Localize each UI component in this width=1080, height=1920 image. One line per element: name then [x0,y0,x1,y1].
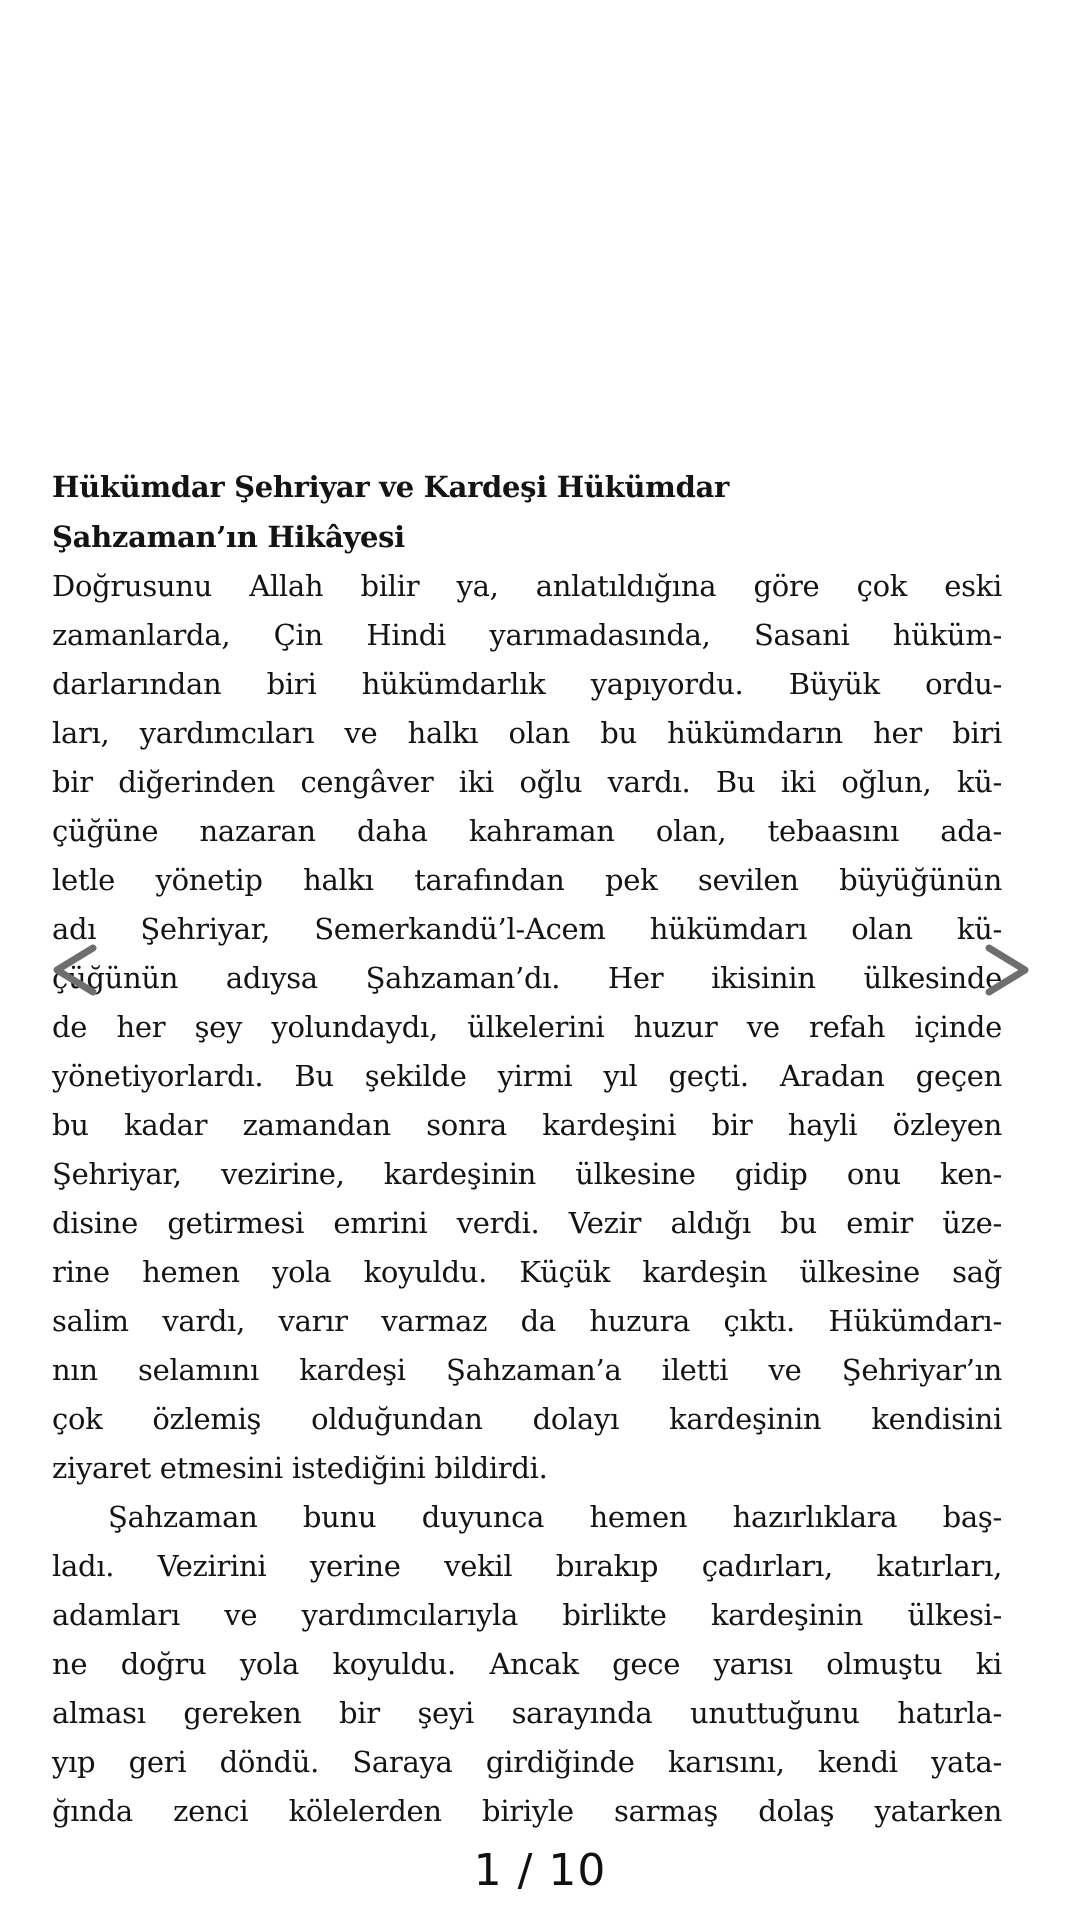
text-line: çüğüne nazaran daha kahraman olan, tebaasını ada- [52,814,1002,848]
book-page [52,462,1002,1828]
text-line: Şehriyar, vezirine, kardeşinin ülkesine gidip onu ken- [52,1157,1002,1191]
text-line: salim vardı, varır varmaz da huzura çıktı. Hükümdarı- [52,1304,1002,1338]
text-line: ladı. Vezirini yerine vekil bırakıp çadırları, katırları, [52,1549,1002,1583]
text-line: Şahzaman bunu duyunca hemen hazırlıklara baş- [108,1500,1002,1534]
previous-page-button[interactable] [46,935,102,1005]
text-line: disine getirmesi emrini verdi. Vezir aldığı bu emir üze- [52,1206,1002,1240]
text-line: yıp geri döndü. Saraya girdiğinde karısını, kendi yata- [52,1745,1002,1779]
text-line: rine hemen yola koyuldu. Küçük kardeşin ülkesine sağ [52,1255,1002,1289]
text-line: nın selamını kardeşi Şahzaman’a iletti ve Şehriyar’ın [52,1353,1002,1387]
text-line: darlarından biri hükümdarlık yapıyordu. Büyük ordu- [52,667,1002,701]
chevron-left-icon [49,940,99,1000]
text-line: ne doğru yola koyuldu. Ancak gece yarısı olmuştu ki [52,1647,1002,1681]
text-line: bu kadar zamandan sonra kardeşini bir hayli özleyen [52,1108,1002,1142]
text-line: de her şey yolundaydı, ülkelerini huzur ve refah içinde [52,1010,1002,1044]
text-line: zamanlarda, Çin Hindi yarımadasında, Sasani hüküm- [52,618,1002,652]
text-line: yönetiyorlardı. Bu şekilde yirmi yıl geçti. Aradan geçen [52,1059,1002,1093]
text-line: letle yönetip halkı tarafından pek sevilen büyüğünün [52,863,1002,897]
next-page-button[interactable] [980,935,1036,1005]
text-line: ğında zenci kölelerden biriyle sarmaş dolaş yatarken [52,1794,1002,1828]
heading-line: Şahzaman’ın Hikâyesi [52,520,405,554]
heading-line: Hükümdar Şehriyar ve Kardeşi Hükümdar [52,470,730,504]
text-line: Doğrusunu Allah bilir ya, anlatıldığına göre çok eski [52,569,1002,603]
text-line: adamları ve yardımcılarıyla birlikte kardeşinin ülkesi- [52,1598,1002,1632]
text-line: çok özlemiş olduğundan dolayı kardeşinin kendisini [52,1402,1002,1436]
text-line: adı Şehriyar, Semerkandü’l-Acem hükümdarı olan kü- [52,912,1002,946]
text-line: çüğünün adıysa Şahzaman’dı. Her ikisinin ülkesinde [52,961,1002,995]
chapter-heading [52,462,1002,562]
chevron-right-icon [983,940,1033,1000]
text-line: bir diğerinden cengâver iki oğlu vardı. Bu iki oğlun, kü- [52,765,1002,799]
text-line: ziyaret etmesini istediğini bildirdi. [52,1451,548,1485]
page-counter: 1 / 10 [473,1845,607,1896]
text-line: ları, yardımcıları ve halkı olan bu hükümdarın her biri [52,716,1002,750]
text-line: alması gereken bir şeyi sarayında unuttuğunu hatırla- [52,1696,1002,1730]
page-body-text [52,562,1002,1836]
